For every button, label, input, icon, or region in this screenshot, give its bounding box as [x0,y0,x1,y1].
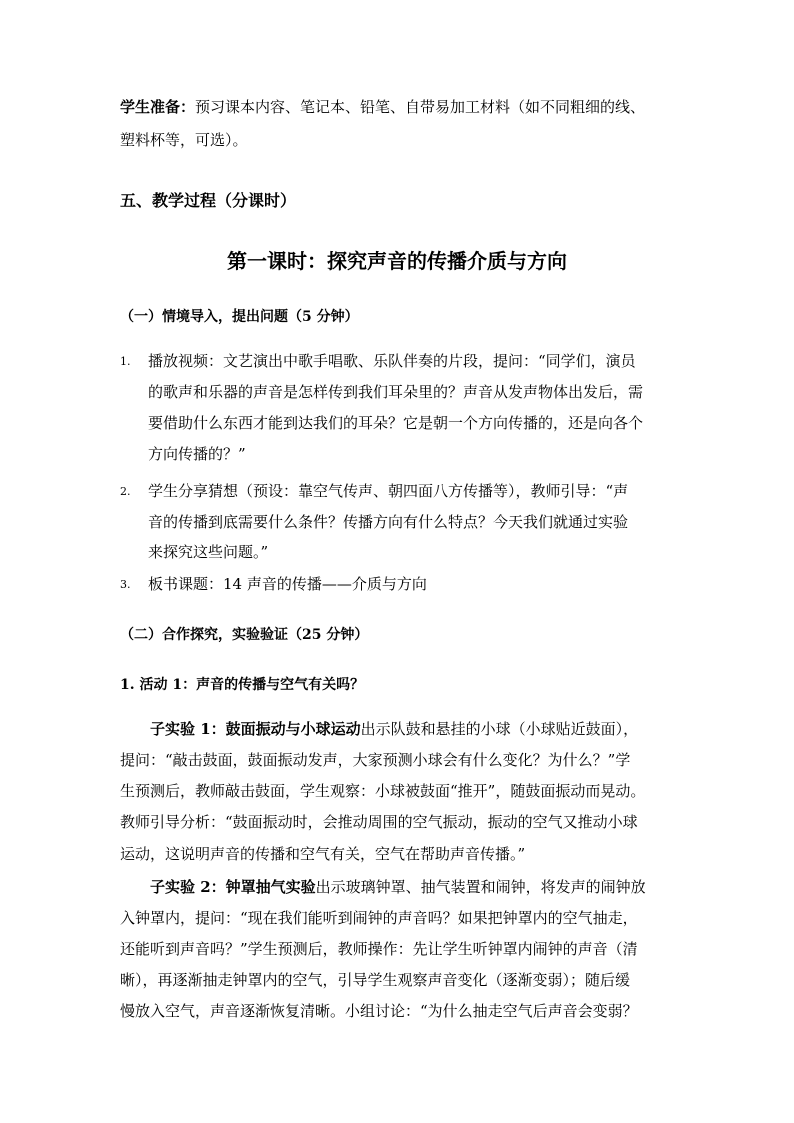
list-number: 1. [120,355,131,368]
list-item-line: 学生分享猜想（预设：靠空气传声、朝四面八方传播等），教师引导：“声 [148,482,629,500]
exp2-line-1 [150,876,646,897]
section-title: 五、教学过程（分课时） [120,191,297,210]
list-item-line: 的歌声和乐器的声音是怎样传到我们耳朵里的？声音从发声物体出发后，需 [148,383,644,401]
list-item-line: 播放视频：文艺演出中歌手唱歌、乐队伴奏的片段，提问：“同学们，演员 [148,352,636,370]
exp2-line: 晰），再逐渐抽走钟罩内的空气，引导学生观察声音变化（逐渐变弱）；随后缓 [120,971,631,989]
list-item-line: 音的传播到底需要什么条件？传播方向有什么特点？今天我们就通过实验 [148,513,629,531]
prep-label: 学生准备： [120,98,196,116]
exp1-text-1: 出示队鼓和悬挂的小球（小球贴近鼓面）， [360,720,639,738]
lesson-title: 第一课时：探究声音的传播介质与方向 [227,249,567,273]
exp1-label: 子实验 1：鼓面振动与小球运动 [150,720,361,738]
list-item-line: 方向传播的？” [148,445,246,463]
exp1-line: 生预测后，教师敲击鼓面，学生观察：小球被鼓面“推开”，随鼓面振动而晃动。 [120,782,646,800]
exp1-line: 运动，这说明声音的传播和空气有关，空气在帮助声音传播。” [120,845,526,863]
exp2-text-1: 出示玻璃钟罩、抽气装置和闹钟，将发声的闹钟放 [315,878,646,896]
exp2-label: 子实验 2：钟罩抽气实验 [150,878,316,896]
exp2-line: 还能听到声音吗？”学生预测后，教师操作：先让学生听钟罩内闹钟的声音（清 [120,940,638,958]
exp2-line: 入钟罩内，提问：“现在我们能听到闹钟的声音吗？如果把钟罩内的空气抽走， [120,909,638,927]
list-item-line: 要借助什么东西才能到达我们的耳朵？它是朝一个方向传播的，还是向各个 [148,414,644,432]
exp2-line: 慢放入空气，声音逐渐恢复清晰。小组讨论：“为什么抽走空气后声音会变弱？ [120,1002,638,1020]
part2-title: （二）合作探究，实验验证（25 分钟） [120,627,369,643]
list-number: 2. [120,485,131,498]
list-item-line: 来探究这些问题。” [148,543,269,561]
exp1-line: 提问：“敲击鼓面，鼓面振动发声，大家预测小球会有什么变化？为什么？”学 [120,751,631,769]
prep-line-1 [120,96,645,117]
exp1-line-1 [150,718,638,739]
prep-line-2: 塑料杯等，可选）。 [120,131,248,149]
exp1-line: 教师引导分析：“鼓面振动时，会推动周围的空气振动，振动的空气又推动小球 [120,813,638,831]
activity-title: 1. 活动 1：声音的传播与空气有关吗？ [120,677,365,693]
part1-title: （一）情境导入，提出问题（5 分钟） [120,309,359,325]
list-item-line: 板书课题：14 声音的传播——介质与方向 [148,575,427,593]
prep-text-1: 预习课本内容、笔记本、铅笔、自带易加工材料（如不同粗细的线、 [195,98,646,116]
list-number: 3. [120,578,131,591]
